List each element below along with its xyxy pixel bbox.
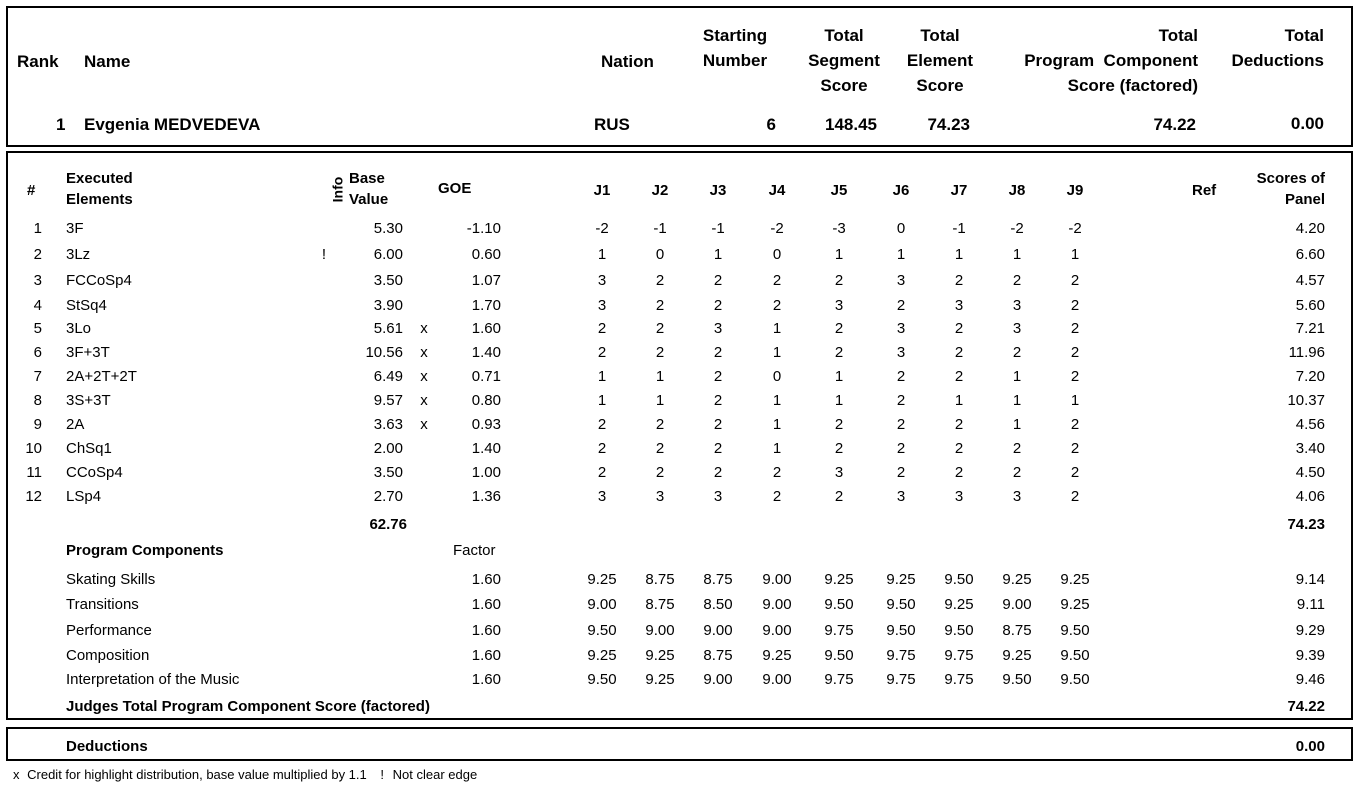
component-panel-score: 9.11 <box>1296 596 1325 613</box>
component-judge-score-j1: 9.50 <box>587 671 617 688</box>
skater-name: Evgenia MEDVEDEVA <box>84 115 261 134</box>
program-components-title: Program Components <box>66 542 224 559</box>
element-base-value: 5.61 <box>373 320 403 337</box>
element-judge-score-j3: 2 <box>713 368 723 385</box>
component-judge-score-j8: 9.25 <box>1002 571 1032 588</box>
component-judge-score-j5: 9.50 <box>824 596 854 613</box>
element-judge-score-j5: 2 <box>834 272 844 289</box>
element-code: FCCoSp4 <box>66 272 132 289</box>
rank-header: Rank <box>17 52 59 71</box>
executed-header-line1: Executed <box>66 170 133 187</box>
element-judge-score-j5: 1 <box>834 246 844 263</box>
component-panel-score: 9.29 <box>1295 622 1325 639</box>
element-number: 5 <box>33 320 42 337</box>
elements-score-total: 74.23 <box>1287 516 1325 533</box>
element-judge-score-j9: 2 <box>1070 344 1080 361</box>
pcs-header-line1: Total <box>1158 26 1198 45</box>
element-goe: 1.07 <box>471 272 501 289</box>
num-header: # <box>27 182 36 199</box>
element-judge-score-j4: 1 <box>772 440 782 457</box>
element-judge-score-j6: 2 <box>896 464 906 481</box>
element-panel-score: 4.50 <box>1295 464 1325 481</box>
deductions-total-value: 0.00 <box>1290 114 1324 133</box>
component-judge-score-j2: 9.25 <box>645 647 675 664</box>
tss-header <box>789 23 899 98</box>
component-judge-score-j5: 9.75 <box>824 622 854 639</box>
element-judge-score-j6: 2 <box>896 392 906 409</box>
starting-number-header <box>690 23 780 73</box>
component-panel-score: 9.46 <box>1295 671 1325 688</box>
element-panel-score: 3.40 <box>1295 440 1325 457</box>
element-judge-score-j5: 1 <box>834 368 844 385</box>
executed-header-line2: Elements <box>66 191 133 208</box>
judge-header-j2: J2 <box>651 182 669 199</box>
element-judge-score-j4: 2 <box>772 464 782 481</box>
element-goe: 1.00 <box>471 464 501 481</box>
component-judge-score-j8: 9.25 <box>1002 647 1032 664</box>
element-panel-score: 4.20 <box>1295 220 1325 237</box>
element-judge-score-j8: 2 <box>1012 464 1022 481</box>
footnote-x-text: Credit for highlight distribution, base value multiplied by 1.1 <box>27 767 367 782</box>
component-judge-score-j4: 9.25 <box>762 647 792 664</box>
element-goe: 1.40 <box>471 344 501 361</box>
element-panel-score: 10.37 <box>1287 392 1325 409</box>
component-judge-score-j6: 9.50 <box>886 622 916 639</box>
element-base-value: 3.63 <box>373 416 403 433</box>
component-name: Performance <box>66 622 152 639</box>
element-judge-score-j9: 2 <box>1070 416 1080 433</box>
component-name: Transitions <box>66 596 139 613</box>
component-judge-score-j4: 9.00 <box>762 622 792 639</box>
element-goe: 0.60 <box>471 246 501 263</box>
element-judge-score-j9: 2 <box>1070 368 1080 385</box>
scores-header-line2: Panel <box>1284 191 1325 208</box>
element-judge-score-j9: 2 <box>1070 488 1080 505</box>
component-judge-score-j1: 9.25 <box>587 571 617 588</box>
element-judge-score-j4: 1 <box>772 344 782 361</box>
element-number: 10 <box>25 440 42 457</box>
component-judge-score-j4: 9.00 <box>762 596 792 613</box>
element-judge-score-j2: 2 <box>655 464 665 481</box>
element-judge-score-j1: 3 <box>597 297 607 314</box>
judge-header-j4: J4 <box>768 182 786 199</box>
component-judge-score-j9: 9.25 <box>1060 571 1090 588</box>
tss-header-line3: Score <box>820 76 868 95</box>
element-judge-score-j5: -3 <box>832 220 846 237</box>
component-judge-score-j6: 9.75 <box>886 647 916 664</box>
element-base-value: 10.56 <box>365 344 403 361</box>
element-judge-score-j6: 3 <box>896 344 906 361</box>
element-judge-score-j2: -1 <box>653 220 667 237</box>
element-judge-score-j5: 3 <box>834 297 844 314</box>
component-judge-score-j3: 8.75 <box>703 571 733 588</box>
element-judge-score-j6: 2 <box>896 440 906 457</box>
element-judge-score-j8: 2 <box>1012 440 1022 457</box>
tss-header-line2: Segment <box>808 51 880 70</box>
component-judge-score-j9: 9.50 <box>1060 622 1090 639</box>
pcs-header <box>990 23 1198 98</box>
element-judge-score-j9: 1 <box>1070 392 1080 409</box>
element-code: 2A+2T+2T <box>66 368 137 385</box>
element-base-value: 6.00 <box>373 246 403 263</box>
element-number: 9 <box>33 416 42 433</box>
element-goe: 0.71 <box>471 368 501 385</box>
element-base-value: 2.70 <box>373 488 403 505</box>
element-judge-score-j5: 2 <box>834 440 844 457</box>
element-code: LSp4 <box>66 488 102 505</box>
element-number: 8 <box>33 392 42 409</box>
scores-of-panel-header <box>1220 168 1325 210</box>
judge-header-j3: J3 <box>709 182 727 199</box>
scores-header-line1: Scores of <box>1256 170 1325 187</box>
judge-header-j8: J8 <box>1008 182 1026 199</box>
component-judge-score-j3: 9.00 <box>703 622 733 639</box>
element-judge-score-j4: 1 <box>772 392 782 409</box>
component-panel-score: 9.14 <box>1295 571 1325 588</box>
component-judge-score-j5: 9.75 <box>824 671 854 688</box>
element-base-value: 3.50 <box>373 464 403 481</box>
judge-header-j5: J5 <box>830 182 848 199</box>
component-judge-score-j3: 9.00 <box>703 671 733 688</box>
component-judge-score-j7: 9.50 <box>944 622 974 639</box>
element-judge-score-j3: -1 <box>711 220 725 237</box>
base-header-line2: Value <box>349 191 389 208</box>
judge-header-j1: J1 <box>593 182 611 199</box>
element-panel-score: 4.06 <box>1295 488 1325 505</box>
element-number: 12 <box>25 488 42 505</box>
element-judge-score-j9: 2 <box>1070 297 1080 314</box>
component-factor: 1.60 <box>471 647 501 664</box>
element-judge-score-j9: 1 <box>1070 246 1080 263</box>
element-judge-score-j5: 2 <box>834 416 844 433</box>
element-judge-score-j3: 2 <box>713 297 723 314</box>
component-judge-score-j8: 8.75 <box>1002 622 1032 639</box>
element-judge-score-j4: 2 <box>772 488 782 505</box>
element-panel-score: 11.96 <box>1288 344 1325 361</box>
element-judge-score-j7: 3 <box>954 297 964 314</box>
element-bonus-mark: x <box>420 320 428 337</box>
pcs-header-line3: Score (factored) <box>1067 76 1198 95</box>
pcs-value: 74.22 <box>1153 115 1196 134</box>
component-judge-score-j7: 9.50 <box>944 571 974 588</box>
component-name: Composition <box>66 647 150 664</box>
element-base-value: 2.00 <box>373 440 403 457</box>
executed-elements-header <box>66 168 133 210</box>
element-judge-score-j4: 1 <box>772 416 782 433</box>
element-judge-score-j3: 2 <box>713 344 723 361</box>
element-number: 3 <box>33 272 42 289</box>
element-judge-score-j6: 3 <box>896 272 906 289</box>
element-code: 3Lz <box>66 246 91 263</box>
component-judge-score-j3: 8.50 <box>703 596 733 613</box>
element-judge-score-j8: 3 <box>1012 320 1022 337</box>
element-judge-score-j3: 3 <box>713 488 723 505</box>
component-judge-score-j9: 9.50 <box>1060 671 1090 688</box>
element-judge-score-j6: 2 <box>896 368 906 385</box>
element-judge-score-j3: 2 <box>713 440 723 457</box>
element-judge-score-j2: 0 <box>655 246 665 263</box>
nation-header: Nation <box>601 52 654 71</box>
element-panel-score: 7.21 <box>1295 320 1325 337</box>
footnote-edge-text: Not clear edge <box>392 767 478 782</box>
element-number: 7 <box>33 368 42 385</box>
component-judge-score-j8: 9.50 <box>1002 671 1032 688</box>
element-judge-score-j5: 1 <box>834 392 844 409</box>
element-judge-score-j1: 3 <box>597 272 607 289</box>
element-panel-score: 5.60 <box>1295 297 1325 314</box>
judge-header-j9: J9 <box>1066 182 1084 199</box>
component-factor: 1.60 <box>471 671 501 688</box>
element-judge-score-j8: 1 <box>1012 368 1022 385</box>
element-judge-score-j5: 2 <box>834 320 844 337</box>
tes-header-line1: Total <box>920 26 960 45</box>
name-header: Name <box>84 52 131 71</box>
component-judge-score-j1: 9.25 <box>587 647 617 664</box>
tes-header <box>885 23 995 98</box>
component-panel-score: 9.39 <box>1295 647 1325 664</box>
element-judge-score-j8: 1 <box>1012 416 1022 433</box>
base-value-total: 62.76 <box>369 516 407 533</box>
starting-number-value: 6 <box>766 115 776 134</box>
ded-header-line1: Total <box>1284 26 1324 45</box>
element-judge-score-j8: 3 <box>1012 488 1022 505</box>
element-judge-score-j2: 2 <box>655 344 665 361</box>
element-code: StSq4 <box>66 297 107 314</box>
judge-header-j7: J7 <box>950 182 968 199</box>
pcs-total-value: 74.22 <box>1287 698 1325 715</box>
element-judge-score-j6: 3 <box>896 320 906 337</box>
element-code: 2A <box>66 416 85 433</box>
element-code: 3F <box>66 220 84 237</box>
element-judge-score-j7: 2 <box>954 344 964 361</box>
element-judge-score-j4: 1 <box>772 320 782 337</box>
element-number: 6 <box>33 344 42 361</box>
component-judge-score-j8: 9.00 <box>1002 596 1032 613</box>
element-code: 3S+3T <box>66 392 111 409</box>
element-judge-score-j2: 1 <box>655 392 665 409</box>
element-judge-score-j6: 1 <box>896 246 906 263</box>
element-info: ! <box>321 246 327 263</box>
component-factor: 1.60 <box>471 622 501 639</box>
element-judge-score-j6: 3 <box>896 488 906 505</box>
element-judge-score-j1: 2 <box>597 464 607 481</box>
element-judge-score-j6: 0 <box>896 220 906 237</box>
element-panel-score: 4.57 <box>1295 272 1325 289</box>
element-judge-score-j1: 1 <box>597 392 607 409</box>
component-judge-score-j2: 8.75 <box>645 596 675 613</box>
element-judge-score-j1: 2 <box>597 440 607 457</box>
component-judge-score-j6: 9.25 <box>886 571 916 588</box>
element-judge-score-j7: 2 <box>954 320 964 337</box>
element-judge-score-j8: 2 <box>1012 272 1022 289</box>
element-bonus-mark: x <box>420 392 428 409</box>
component-judge-score-j5: 9.25 <box>824 571 854 588</box>
element-judge-score-j4: 0 <box>772 368 782 385</box>
element-judge-score-j6: 2 <box>896 416 906 433</box>
element-panel-score: 4.56 <box>1295 416 1325 433</box>
element-judge-score-j1: 1 <box>597 368 607 385</box>
element-judge-score-j3: 2 <box>713 272 723 289</box>
element-panel-score: 6.60 <box>1295 246 1325 263</box>
judge-header-j6: J6 <box>892 182 910 199</box>
element-judge-score-j1: 2 <box>597 344 607 361</box>
tes-value: 74.23 <box>927 115 970 134</box>
component-judge-score-j2: 8.75 <box>645 571 675 588</box>
ded-header <box>1200 23 1324 73</box>
deductions-value: 0.00 <box>1295 738 1325 755</box>
element-judge-score-j7: 2 <box>954 368 964 385</box>
element-judge-score-j2: 1 <box>655 368 665 385</box>
pcs-total-label: Judges Total Program Component Score (factored) <box>66 698 430 715</box>
component-judge-score-j7: 9.75 <box>944 647 974 664</box>
element-judge-score-j8: 3 <box>1012 297 1022 314</box>
element-judge-score-j7: -1 <box>952 220 966 237</box>
element-goe: 1.40 <box>471 440 501 457</box>
component-name: Skating Skills <box>66 571 156 588</box>
base-header-line1: Base <box>349 170 385 187</box>
component-factor: 1.60 <box>471 571 501 588</box>
ref-header: Ref <box>1192 182 1217 199</box>
element-goe: -1.10 <box>466 220 501 237</box>
element-goe: 1.70 <box>471 297 501 314</box>
ded-header-line2: Deductions <box>1231 51 1324 70</box>
element-goe: 1.36 <box>471 488 501 505</box>
footnote-edge-mark: ! <box>380 767 385 782</box>
component-name: Interpretation of the Music <box>66 671 240 688</box>
element-bonus-mark: x <box>420 416 428 433</box>
element-number: 11 <box>26 464 42 481</box>
goe-header: GOE <box>438 180 472 197</box>
element-judge-score-j5: 2 <box>834 488 844 505</box>
element-number: 4 <box>33 297 42 314</box>
element-judge-score-j3: 2 <box>713 464 723 481</box>
element-judge-score-j8: 2 <box>1012 344 1022 361</box>
component-judge-score-j7: 9.75 <box>944 671 974 688</box>
component-factor: 1.60 <box>471 596 501 613</box>
element-code: ChSq1 <box>66 440 112 457</box>
element-judge-score-j1: 3 <box>597 488 607 505</box>
element-judge-score-j4: 2 <box>772 272 782 289</box>
element-code: CCoSp4 <box>66 464 123 481</box>
element-goe: 0.93 <box>471 416 501 433</box>
element-judge-score-j2: 2 <box>655 272 665 289</box>
element-bonus-mark: x <box>420 344 428 361</box>
starting-number-header-line1: Starting <box>702 26 768 45</box>
component-judge-score-j7: 9.25 <box>944 596 974 613</box>
component-judge-score-j5: 9.50 <box>824 647 854 664</box>
element-judge-score-j3: 2 <box>713 392 723 409</box>
element-number: 2 <box>33 246 42 263</box>
element-judge-score-j4: 0 <box>772 246 782 263</box>
element-judge-score-j9: 2 <box>1070 272 1080 289</box>
element-judge-score-j9: 2 <box>1070 320 1080 337</box>
component-judge-score-j6: 9.50 <box>886 596 916 613</box>
component-judge-score-j4: 9.00 <box>762 671 792 688</box>
rank-value: 1 <box>56 115 66 134</box>
component-judge-score-j9: 9.25 <box>1060 596 1090 613</box>
info-header: Info <box>329 176 346 203</box>
element-judge-score-j2: 3 <box>655 488 665 505</box>
component-judge-score-j1: 9.00 <box>587 596 617 613</box>
base-value-header <box>349 168 388 210</box>
element-judge-score-j2: 2 <box>655 416 665 433</box>
element-judge-score-j7: 3 <box>954 488 964 505</box>
element-judge-score-j1: 2 <box>597 416 607 433</box>
component-judge-score-j4: 9.00 <box>762 571 792 588</box>
element-judge-score-j9: -2 <box>1068 220 1082 237</box>
component-judge-score-j6: 9.75 <box>886 671 916 688</box>
tes-header-line2: Element <box>906 51 974 70</box>
tes-header-line3: Score <box>916 76 964 95</box>
starting-number-header-line2: Number <box>702 51 768 70</box>
tss-value: 148.45 <box>825 115 877 134</box>
element-judge-score-j6: 2 <box>896 297 906 314</box>
element-base-value: 3.90 <box>373 297 403 314</box>
footnote <box>13 767 477 782</box>
element-judge-score-j2: 2 <box>655 297 665 314</box>
factor-header: Factor <box>453 542 496 559</box>
element-judge-score-j9: 2 <box>1070 440 1080 457</box>
tss-header-line1: Total <box>824 26 864 45</box>
element-judge-score-j1: -2 <box>595 220 609 237</box>
element-judge-score-j7: 2 <box>954 464 964 481</box>
element-base-value: 9.57 <box>373 392 403 409</box>
element-panel-score: 7.20 <box>1295 368 1325 385</box>
footnote-x-mark: x <box>13 767 20 782</box>
element-judge-score-j7: 2 <box>954 272 964 289</box>
element-judge-score-j2: 2 <box>655 440 665 457</box>
element-judge-score-j5: 2 <box>834 344 844 361</box>
element-judge-score-j3: 1 <box>713 246 723 263</box>
element-number: 1 <box>33 220 42 237</box>
element-bonus-mark: x <box>420 368 428 385</box>
element-judge-score-j7: 2 <box>954 440 964 457</box>
element-code: 3Lo <box>66 320 92 337</box>
component-judge-score-j3: 8.75 <box>703 647 733 664</box>
element-judge-score-j4: 2 <box>772 297 782 314</box>
element-base-value: 6.49 <box>373 368 403 385</box>
element-judge-score-j1: 1 <box>597 246 607 263</box>
pcs-header-line2: Program Component <box>1024 51 1198 70</box>
element-base-value: 5.30 <box>373 220 403 237</box>
element-judge-score-j4: -2 <box>770 220 784 237</box>
component-judge-score-j2: 9.00 <box>645 622 675 639</box>
component-judge-score-j2: 9.25 <box>645 671 675 688</box>
element-judge-score-j8: 1 <box>1012 246 1022 263</box>
nation-value: RUS <box>594 115 630 134</box>
element-judge-score-j9: 2 <box>1070 464 1080 481</box>
element-judge-score-j3: 3 <box>713 320 723 337</box>
element-judge-score-j1: 2 <box>597 320 607 337</box>
element-judge-score-j7: 1 <box>954 246 964 263</box>
element-judge-score-j8: -2 <box>1010 220 1024 237</box>
deductions-box <box>6 727 1353 761</box>
element-judge-score-j2: 2 <box>655 320 665 337</box>
component-judge-score-j9: 9.50 <box>1060 647 1090 664</box>
element-judge-score-j7: 2 <box>954 416 964 433</box>
element-judge-score-j5: 3 <box>834 464 844 481</box>
component-judge-score-j1: 9.50 <box>587 622 617 639</box>
element-judge-score-j7: 1 <box>954 392 964 409</box>
element-goe: 0.80 <box>471 392 501 409</box>
element-judge-score-j8: 1 <box>1012 392 1022 409</box>
element-code: 3F+3T <box>66 344 110 361</box>
element-goe: 1.60 <box>471 320 501 337</box>
element-judge-score-j3: 2 <box>713 416 723 433</box>
deductions-label: Deductions <box>66 738 148 755</box>
element-base-value: 3.50 <box>373 272 403 289</box>
